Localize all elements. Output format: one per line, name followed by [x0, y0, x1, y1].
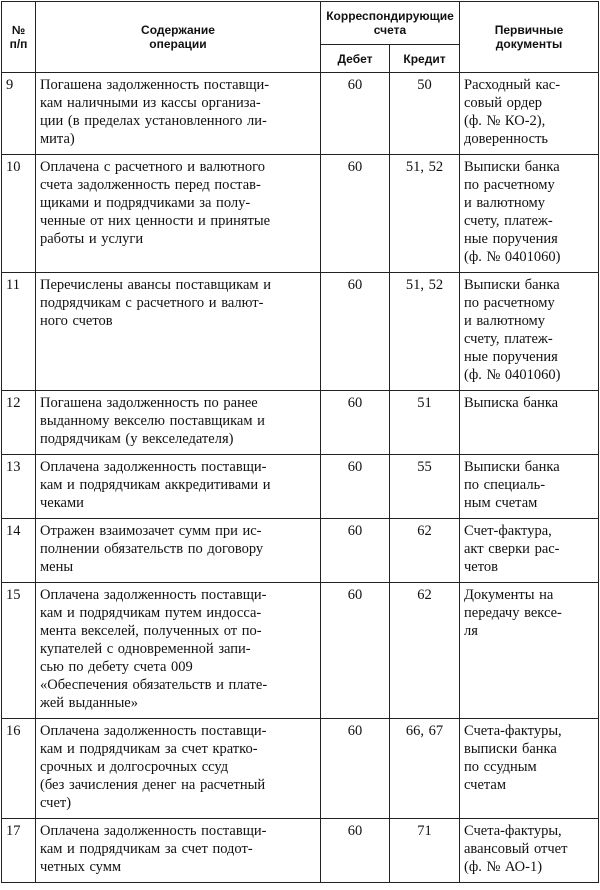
table-row [2, 73, 599, 155]
debit-account: 60 [321, 519, 390, 583]
row-number: 16 [2, 719, 36, 819]
document-line: (ф. № АО-1) [464, 859, 543, 875]
primary-documents [460, 155, 599, 273]
operation-line: мента векселей, полученных от по- [40, 623, 262, 639]
operation-line: купателей с одновременной запи- [40, 641, 251, 657]
row-number: 15 [2, 583, 36, 719]
document-line: Расходный кас- [464, 77, 561, 93]
primary-documents [460, 819, 599, 883]
operation-description [36, 273, 321, 391]
document-line: авансовый отчет [464, 841, 568, 857]
operation-description [36, 519, 321, 583]
document-line: акт сверки рас- [464, 541, 560, 557]
operation-line: мита) [40, 131, 75, 147]
document-line: доверенность [464, 131, 549, 147]
document-line: выписки банка [464, 741, 557, 757]
operation-line: кам и подрядчикам путем индосса- [40, 605, 262, 621]
primary-documents [460, 519, 599, 583]
header-number: № п/п [2, 2, 36, 73]
document-line: ля [464, 623, 478, 639]
table-header [2, 2, 599, 73]
operation-line: (без зачисления денег на расчетный [40, 777, 266, 793]
table-row [2, 583, 599, 719]
operation-description [36, 155, 321, 273]
table-row [2, 819, 599, 883]
document-line: Счета-фактуры, [464, 823, 562, 839]
document-line: по расчетному [464, 295, 555, 311]
document-line: ные поручения [464, 231, 558, 247]
debit-account: 60 [321, 583, 390, 719]
debit-account: 60 [321, 819, 390, 883]
document-line: совый ордер [464, 95, 543, 111]
operation-description [36, 583, 321, 719]
operation-line: счета задолженность перед постав- [40, 177, 261, 193]
document-line: Выписки банка [464, 459, 560, 475]
operation-line: Отражен взаимозачет сумм при ис- [40, 523, 262, 539]
primary-documents [460, 273, 599, 391]
document-line: ные поручения [464, 349, 558, 365]
operation-line: Перечислены авансы поставщикам и [40, 277, 271, 293]
primary-documents [460, 583, 599, 719]
header-debit: Дебет [321, 45, 390, 73]
primary-documents [460, 391, 599, 455]
operation-line: выданному векселю поставщикам и [40, 413, 265, 429]
row-number: 14 [2, 519, 36, 583]
document-line: счетам [464, 777, 506, 793]
operation-line: ции (в пределах установленного ли- [40, 113, 267, 129]
operation-line: ченные от них ценности и принятые [40, 213, 271, 229]
row-number: 12 [2, 391, 36, 455]
credit-account: 51, 52 [390, 155, 460, 273]
credit-account: 71 [390, 819, 460, 883]
row-number: 17 [2, 819, 36, 883]
header-corresponding-accounts: Корреспондирующие счета [321, 2, 460, 45]
table-row [2, 519, 599, 583]
table-body [2, 73, 599, 883]
primary-documents [460, 455, 599, 519]
operation-line: кам и подрядчикам аккредитивами и [40, 477, 271, 493]
operation-line: Оплачена с расчетного и валютного [40, 159, 265, 175]
operation-line: Оплачена задолженность поставщи- [40, 823, 267, 839]
operation-line: кам наличными из кассы организа- [40, 95, 261, 111]
operation-line: Оплачена задолженность поставщи- [40, 459, 267, 475]
operation-line: кам и подрядчикам за счет кратко- [40, 741, 258, 757]
operation-line: ного счетов [40, 313, 113, 329]
operation-line: Погашена задолженность по ранее [40, 395, 258, 411]
operation-line: сью по дебету счета 009 [40, 659, 193, 675]
credit-account: 66, 67 [390, 719, 460, 819]
table-row [2, 155, 599, 273]
header-primary-documents: Первичные документы [460, 2, 599, 73]
credit-account: 51, 52 [390, 273, 460, 391]
table-row [2, 455, 599, 519]
operation-description [36, 73, 321, 155]
operation-line: Оплачена задолженность поставщи- [40, 723, 267, 739]
document-line: ным счетам [464, 495, 538, 511]
operation-line: «Обеспечения обязательств и плате- [40, 677, 268, 693]
operation-line: кам и подрядчикам за счет подот- [40, 841, 253, 857]
credit-account: 62 [390, 583, 460, 719]
row-number: 11 [2, 273, 36, 391]
document-line: (ф. № КО-2), [464, 113, 546, 129]
credit-account: 62 [390, 519, 460, 583]
operation-line: полнении обязательств по договору [40, 541, 264, 557]
document-line: по специаль- [464, 477, 546, 493]
debit-account: 60 [321, 719, 390, 819]
row-number: 13 [2, 455, 36, 519]
credit-account: 51 [390, 391, 460, 455]
header-credit: Кредит [390, 45, 460, 73]
debit-account: 60 [321, 73, 390, 155]
operation-line: работы и услуги [40, 231, 144, 247]
operation-description [36, 455, 321, 519]
document-line: Выписки банка [464, 277, 560, 293]
primary-documents [460, 73, 599, 155]
debit-account: 60 [321, 155, 390, 273]
operation-description [36, 391, 321, 455]
operation-line: щиками и подрядчиками за полу- [40, 195, 251, 211]
operation-line: Погашена задолженность поставщи- [40, 77, 270, 93]
document-line: четов [464, 559, 498, 575]
document-line: Выписки банка [464, 159, 560, 175]
primary-documents [460, 719, 599, 819]
table-row [2, 391, 599, 455]
operation-line: жей выданные» [40, 695, 138, 711]
document-line: и валютному [464, 195, 545, 211]
table-row [2, 719, 599, 819]
debit-account: 60 [321, 273, 390, 391]
operation-line: срочных и долгосрочных ссуд [40, 759, 229, 775]
operation-line: подрядчикам с расчетного и валют- [40, 295, 264, 311]
document-line: (ф. № 0401060) [464, 249, 561, 265]
debit-account: 60 [321, 391, 390, 455]
row-number: 9 [2, 73, 36, 155]
operation-line: Оплачена задолженность поставщи- [40, 587, 267, 603]
table-row [2, 273, 599, 391]
document-line: и валютному [464, 313, 545, 329]
credit-account: 55 [390, 455, 460, 519]
document-line: Выписка банка [464, 395, 559, 411]
debit-account: 60 [321, 455, 390, 519]
document-line: Документы на [464, 587, 554, 603]
header-operation: Содержание операции [36, 2, 321, 73]
operation-line: мены [40, 559, 74, 575]
document-line: (ф. № 0401060) [464, 367, 561, 383]
document-line: по расчетному [464, 177, 555, 193]
document-line: по ссудным [464, 759, 537, 775]
document-line: Счета-фактуры, [464, 723, 562, 739]
operation-line: подрядчикам (у векселедателя) [40, 431, 234, 447]
document-line: счету, платеж- [464, 331, 553, 347]
operation-line: чеками [40, 495, 84, 511]
document-line: счету, платеж- [464, 213, 553, 229]
document-line: Счет-фактура, [464, 523, 552, 539]
document-line: передачу вексе- [464, 605, 562, 621]
operation-line: четных сумм [40, 859, 122, 875]
row-number: 10 [2, 155, 36, 273]
credit-account: 50 [390, 73, 460, 155]
operation-description [36, 819, 321, 883]
accounting-entries-table [1, 1, 599, 883]
operation-line: счет) [40, 795, 72, 811]
operation-description [36, 719, 321, 819]
